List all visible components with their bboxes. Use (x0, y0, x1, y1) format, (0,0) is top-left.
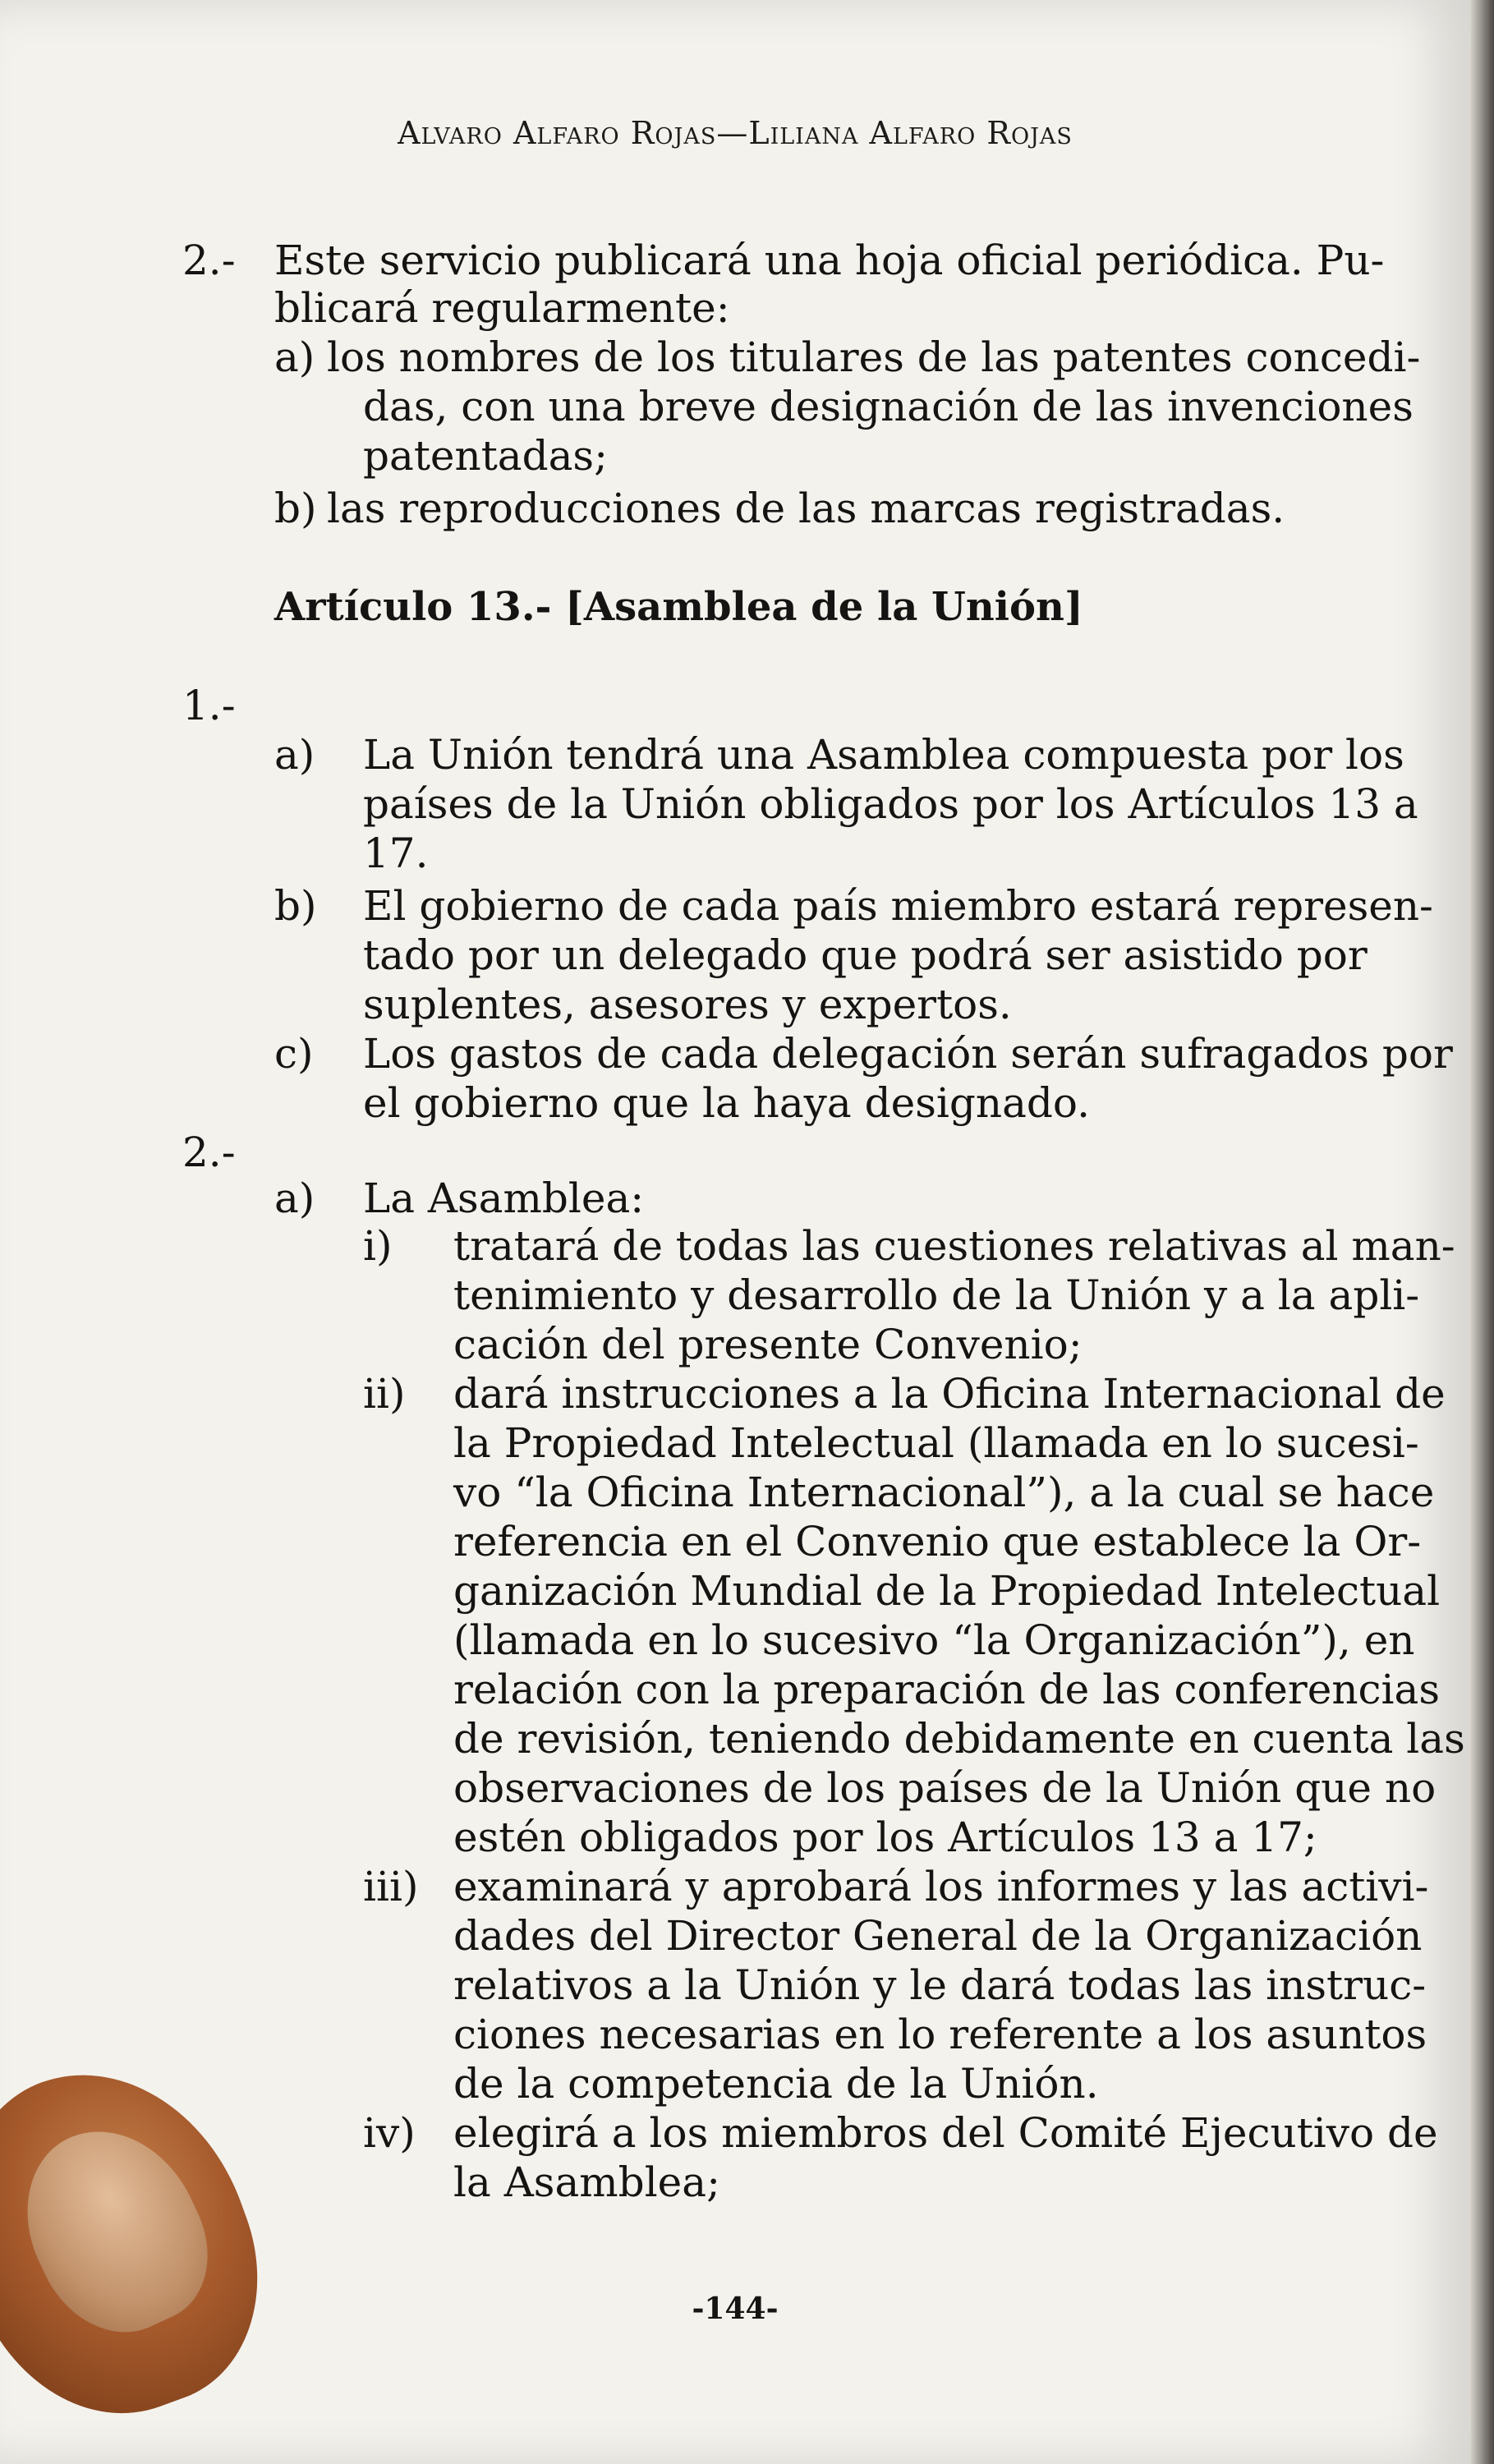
subitem-line: tenimiento y desarrollo de la Unión y a la apli- (453, 1271, 1420, 1319)
subitem-line: ganización Mundial de la Propiedad Intelectual (453, 1567, 1441, 1615)
subitem-line: dades del Director General de la Organización (453, 1912, 1423, 1960)
subitem-line: vo “la Oficina Internacional”), a la cual se hace (453, 1469, 1435, 1516)
subitem-line: la Asamblea; (453, 2158, 720, 2206)
subitem-label: i) (363, 1222, 393, 1270)
item-line: tado por un delegado que podrá ser asistido por (363, 931, 1368, 979)
subitem-line: relativos a la Unión y le dará todas las instruc- (453, 1961, 1427, 2009)
subitem-line: dará instrucciones a la Oficina Internacional de (453, 1370, 1446, 1418)
item-label: a) (274, 731, 315, 779)
subitem-label: ii) (363, 1370, 406, 1418)
subitem-label: iii) (363, 1863, 419, 1910)
item-label: c) (274, 1030, 314, 1078)
item-line: países de la Unión obligados por los Artículos 13 a (363, 780, 1418, 828)
page-number: -144- (692, 2292, 779, 2326)
item-label: b) (274, 485, 317, 532)
item-line: El gobierno de cada país miembro estará represen- (363, 882, 1433, 930)
subitem-line: cación del presente Convenio; (453, 1321, 1083, 1368)
article-heading: Artículo 13.- [Asamblea de la Unión] (274, 584, 1083, 630)
item-line: patentadas; (363, 432, 608, 480)
item-line: La Asamblea: (363, 1175, 645, 1222)
item-label: b) (274, 882, 317, 930)
subitem-line: observaciones de los países de la Unión que no (453, 1764, 1437, 1812)
running-head: Alvaro Alfaro Rojas—Liliana Alfaro Rojas (398, 115, 1073, 151)
item-line: La Unión tendrá una Asamblea compuesta por los (363, 731, 1404, 779)
subitem-line: estén obligados por los Artículos 13 a 17; (453, 1814, 1317, 1861)
item-line: 17. (363, 830, 429, 877)
item-line: das, con una breve designación de las invenciones (363, 383, 1414, 430)
item-line: Los gastos de cada delegación serán sufragados por (363, 1030, 1453, 1078)
paragraph-line: Este servicio publicará una hoja oficial periódica. Pu- (274, 237, 1385, 284)
page-edge (1470, 0, 1494, 2464)
subitem-line: de revisión, teniendo debidamente en cuenta las (453, 1715, 1465, 1763)
subitem-line: la Propiedad Intelectual (llamada en lo sucesi- (453, 1419, 1419, 1467)
subitem-line: (llamada en lo sucesivo “la Organización”), en (453, 1616, 1415, 1664)
subitem-line: de la competencia de la Unión. (453, 2060, 1099, 2108)
paragraph-number: 1.- (182, 682, 236, 729)
subitem-line: ciones necesarias en lo referente a los asuntos (453, 2011, 1427, 2058)
item-line: los nombres de los titulares de las patentes concedi- (327, 333, 1421, 381)
item-line: suplentes, asesores y expertos. (363, 981, 1012, 1028)
item-label: a) (274, 333, 315, 381)
subitem-line: examinará y aprobará los informes y las activi- (453, 1863, 1429, 1910)
item-label: a) (274, 1175, 315, 1222)
paragraph-line: blicará regularmente: (274, 284, 730, 332)
subitem-line: relación con la preparación de las conferencias (453, 1666, 1441, 1713)
subitem-line: elegirá a los miembros del Comité Ejecutivo de (453, 2109, 1438, 2157)
item-line: las reproducciones de las marcas registradas. (327, 485, 1285, 532)
subitem-line: tratará de todas las cuestiones relativas al man- (453, 1222, 1455, 1270)
item-line: el gobierno que la haya designado. (363, 1079, 1091, 1127)
section-number: 2.- (182, 237, 236, 284)
paragraph-number: 2.- (182, 1129, 236, 1176)
subitem-line: referencia en el Convenio que establece la Or- (453, 1518, 1422, 1565)
subitem-label: iv) (363, 2109, 416, 2157)
